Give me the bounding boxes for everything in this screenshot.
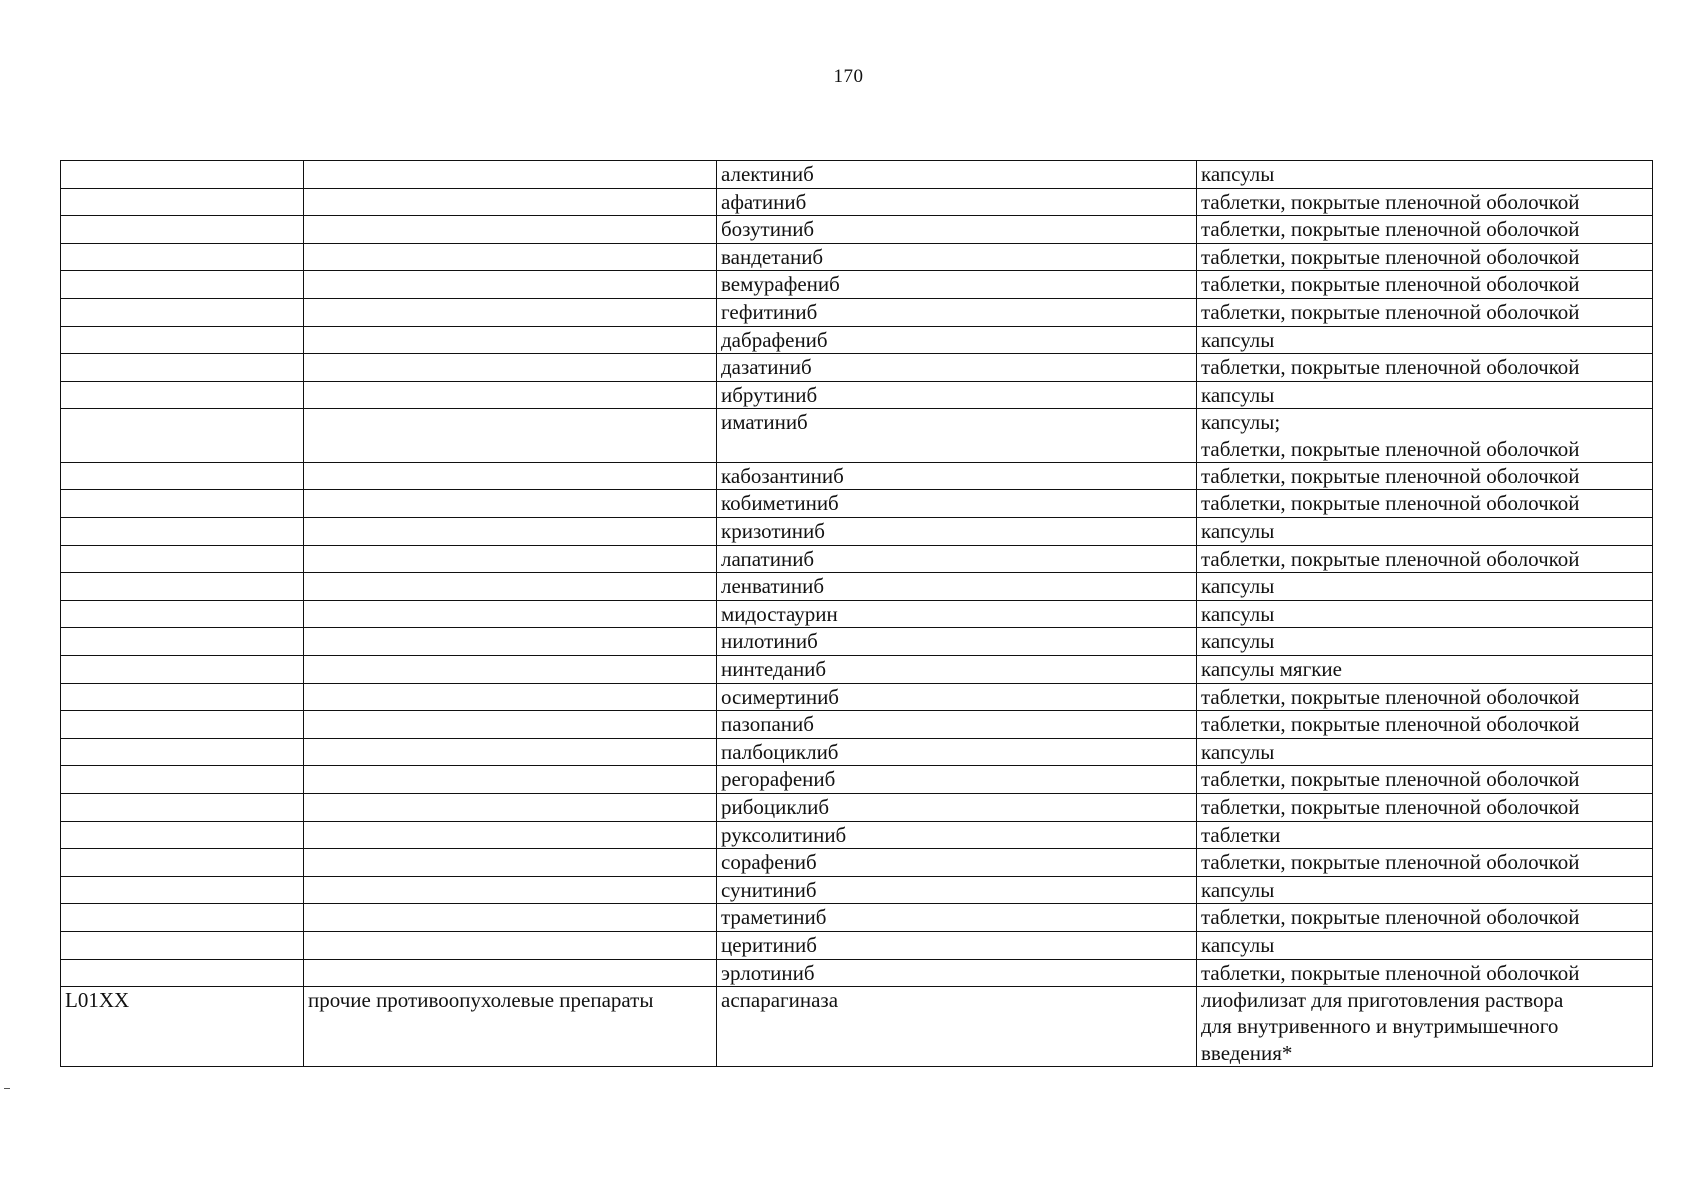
table-row bbox=[61, 821, 1653, 849]
drug-table bbox=[60, 160, 1653, 1067]
group-cell bbox=[304, 545, 717, 573]
table-row bbox=[61, 216, 1653, 244]
code-cell bbox=[61, 271, 304, 299]
group-cell bbox=[304, 766, 717, 794]
dosage-form-line: таблетки, покрытые пленочной оболочкой bbox=[1201, 684, 1580, 709]
dosage-form-cell bbox=[1197, 326, 1653, 354]
group-cell bbox=[304, 462, 717, 490]
dosage-form-line: капсулы bbox=[1201, 877, 1275, 902]
group-cell bbox=[304, 876, 717, 904]
code-cell bbox=[61, 573, 304, 601]
drug-name-cell: нинтеданиб bbox=[717, 656, 1197, 684]
code-cell bbox=[61, 711, 304, 739]
group-cell bbox=[304, 216, 717, 244]
code-cell bbox=[61, 793, 304, 821]
dosage-form-cell bbox=[1197, 462, 1653, 490]
dosage-form-line: капсулы bbox=[1201, 162, 1275, 186]
drug-name-cell: ленватиниб bbox=[717, 573, 1197, 601]
table-row bbox=[61, 573, 1653, 601]
dosage-form-line: таблетки, покрытые пленочной оболочкой bbox=[1201, 794, 1580, 819]
dosage-form-cell bbox=[1197, 518, 1653, 546]
dosage-form-line: таблетки, покрытые пленочной оболочкой bbox=[1201, 217, 1580, 242]
code-cell bbox=[61, 381, 304, 409]
drug-name-cell: мидостаурин bbox=[717, 600, 1197, 628]
group-cell bbox=[304, 381, 717, 409]
dosage-form-cell bbox=[1197, 821, 1653, 849]
table-body bbox=[61, 161, 1653, 1067]
group-cell bbox=[304, 683, 717, 711]
drug-name-cell: гефитиниб bbox=[717, 298, 1197, 326]
dosage-form-line: капсулы bbox=[1201, 629, 1275, 654]
group-cell bbox=[304, 628, 717, 656]
table-row bbox=[61, 793, 1653, 821]
dosage-form-line: таблетки, покрытые пленочной оболочкой bbox=[1201, 299, 1580, 324]
table-row bbox=[61, 161, 1653, 189]
page-number: 170 bbox=[833, 66, 864, 87]
table-row bbox=[61, 518, 1653, 546]
code-cell bbox=[61, 354, 304, 382]
code-cell bbox=[61, 518, 304, 546]
code-cell: L01XX bbox=[61, 987, 304, 1067]
group-cell bbox=[304, 600, 717, 628]
dosage-form-line: капсулы bbox=[1201, 601, 1275, 626]
dosage-form-cell bbox=[1197, 656, 1653, 684]
code-cell bbox=[61, 683, 304, 711]
code-cell bbox=[61, 216, 304, 244]
dosage-form-cell bbox=[1197, 161, 1653, 189]
drug-name-cell: вемурафениб bbox=[717, 271, 1197, 299]
dosage-form-cell bbox=[1197, 600, 1653, 628]
code-cell bbox=[61, 298, 304, 326]
code-cell bbox=[61, 462, 304, 490]
drug-name-cell: осимертиниб bbox=[717, 683, 1197, 711]
drug-name-cell: регорафениб bbox=[717, 766, 1197, 794]
drug-name-cell: палбоциклиб bbox=[717, 738, 1197, 766]
dosage-form-cell bbox=[1197, 931, 1653, 959]
dosage-form-cell bbox=[1197, 243, 1653, 271]
group-cell bbox=[304, 904, 717, 932]
dosage-form-cell bbox=[1197, 216, 1653, 244]
drug-name-cell: ибрутиниб bbox=[717, 381, 1197, 409]
group-cell bbox=[304, 793, 717, 821]
table-row bbox=[61, 409, 1653, 463]
dosage-form-line: таблетки, покрытые пленочной оболочкой bbox=[1201, 905, 1580, 930]
dosage-form-line: таблетки bbox=[1201, 822, 1281, 847]
dosage-form-cell bbox=[1197, 409, 1653, 463]
dosage-form-cell bbox=[1197, 793, 1653, 821]
dosage-form-line: для внутривенного и внутримышечного bbox=[1201, 1014, 1559, 1039]
drug-name-cell: дабрафениб bbox=[717, 326, 1197, 354]
dosage-form-line: таблетки, покрытые пленочной оболочкой bbox=[1201, 712, 1580, 737]
drug-name-cell: кобиметиниб bbox=[717, 490, 1197, 518]
group-cell bbox=[304, 243, 717, 271]
group-cell bbox=[304, 326, 717, 354]
table-row bbox=[61, 188, 1653, 216]
group-cell bbox=[304, 518, 717, 546]
table-row bbox=[61, 876, 1653, 904]
margin-mark bbox=[4, 1088, 10, 1089]
table-row bbox=[61, 904, 1653, 932]
dosage-form-line: таблетки, покрытые пленочной оболочкой bbox=[1201, 436, 1580, 461]
dosage-form-cell bbox=[1197, 959, 1653, 987]
table-row bbox=[61, 849, 1653, 877]
dosage-form-line: таблетки, покрытые пленочной оболочкой bbox=[1201, 850, 1580, 875]
table-row bbox=[61, 656, 1653, 684]
dosage-form-line: капсулы; bbox=[1201, 410, 1281, 435]
code-cell bbox=[61, 409, 304, 463]
dosage-form-cell bbox=[1197, 354, 1653, 382]
group-cell bbox=[304, 656, 717, 684]
dosage-form-line: таблетки, покрытые пленочной оболочкой bbox=[1201, 355, 1580, 380]
dosage-form-line: таблетки, покрытые пленочной оболочкой bbox=[1201, 189, 1580, 214]
dosage-form-cell bbox=[1197, 738, 1653, 766]
dosage-form-cell bbox=[1197, 849, 1653, 877]
table-row bbox=[61, 354, 1653, 382]
dosage-form-cell bbox=[1197, 573, 1653, 601]
drug-name-cell: сорафениб bbox=[717, 849, 1197, 877]
dosage-form-cell bbox=[1197, 876, 1653, 904]
dosage-form-cell bbox=[1197, 904, 1653, 932]
drug-name-cell: лапатиниб bbox=[717, 545, 1197, 573]
dosage-form-line: капсулы bbox=[1201, 739, 1275, 764]
table-row bbox=[61, 987, 1653, 1067]
group-cell bbox=[304, 959, 717, 987]
drug-name-cell: дазатиниб bbox=[717, 354, 1197, 382]
table-row bbox=[61, 738, 1653, 766]
table-row bbox=[61, 326, 1653, 354]
group-cell bbox=[304, 490, 717, 518]
dosage-form-cell bbox=[1197, 490, 1653, 518]
drug-name-cell: кабозантиниб bbox=[717, 462, 1197, 490]
table-row bbox=[61, 959, 1653, 987]
code-cell bbox=[61, 600, 304, 628]
table-row bbox=[61, 545, 1653, 573]
code-cell bbox=[61, 931, 304, 959]
dosage-form-cell bbox=[1197, 381, 1653, 409]
code-cell bbox=[61, 849, 304, 877]
dosage-form-cell bbox=[1197, 987, 1653, 1067]
dosage-form-cell bbox=[1197, 271, 1653, 299]
table-row bbox=[61, 462, 1653, 490]
dosage-form-cell bbox=[1197, 766, 1653, 794]
code-cell bbox=[61, 628, 304, 656]
dosage-form-line: таблетки, покрытые пленочной оболочкой bbox=[1201, 272, 1580, 297]
drug-name-cell: рибоциклиб bbox=[717, 793, 1197, 821]
dosage-form-line: капсулы bbox=[1201, 574, 1275, 599]
dosage-form-cell bbox=[1197, 683, 1653, 711]
group-cell bbox=[304, 821, 717, 849]
table-row bbox=[61, 683, 1653, 711]
group-cell: прочие противоопухолевые препараты bbox=[304, 987, 717, 1067]
group-cell bbox=[304, 573, 717, 601]
table-row bbox=[61, 271, 1653, 299]
code-cell bbox=[61, 243, 304, 271]
drug-name-cell: алектиниб bbox=[717, 161, 1197, 189]
group-cell bbox=[304, 409, 717, 463]
dosage-form-line: капсулы bbox=[1201, 382, 1275, 407]
code-cell bbox=[61, 904, 304, 932]
table-row bbox=[61, 490, 1653, 518]
group-cell bbox=[304, 161, 717, 189]
group-cell bbox=[304, 271, 717, 299]
dosage-form-line: лиофилизат для приготовления раствора bbox=[1201, 988, 1564, 1013]
code-cell bbox=[61, 959, 304, 987]
dosage-form-line: таблетки, покрытые пленочной оболочкой bbox=[1201, 767, 1580, 792]
drug-name-cell: вандетаниб bbox=[717, 243, 1197, 271]
table-row bbox=[61, 931, 1653, 959]
table-row bbox=[61, 243, 1653, 271]
code-cell bbox=[61, 326, 304, 354]
group-cell bbox=[304, 354, 717, 382]
drug-name-cell: пазопаниб bbox=[717, 711, 1197, 739]
code-cell bbox=[61, 738, 304, 766]
drug-name-cell: руксолитиниб bbox=[717, 821, 1197, 849]
table-row bbox=[61, 711, 1653, 739]
dosage-form-line: таблетки, покрытые пленочной оболочкой bbox=[1201, 546, 1580, 571]
dosage-form-line: таблетки, покрытые пленочной оболочкой bbox=[1201, 244, 1580, 269]
drug-name-cell: траметиниб bbox=[717, 904, 1197, 932]
code-cell bbox=[61, 766, 304, 794]
dosage-form-cell bbox=[1197, 545, 1653, 573]
group-cell bbox=[304, 931, 717, 959]
drug-name-cell: иматиниб bbox=[717, 409, 1197, 463]
code-cell bbox=[61, 821, 304, 849]
dosage-form-line: введения* bbox=[1201, 1040, 1293, 1065]
dosage-form-line: капсулы bbox=[1201, 932, 1275, 957]
table-row bbox=[61, 298, 1653, 326]
dosage-form-line: таблетки, покрытые пленочной оболочкой bbox=[1201, 463, 1580, 488]
drug-name-cell: бозутиниб bbox=[717, 216, 1197, 244]
code-cell bbox=[61, 188, 304, 216]
dosage-form-line: таблетки, покрытые пленочной оболочкой bbox=[1201, 960, 1580, 985]
code-cell bbox=[61, 876, 304, 904]
dosage-form-cell bbox=[1197, 711, 1653, 739]
drug-name-cell: аспарагиназа bbox=[717, 987, 1197, 1067]
table-row bbox=[61, 766, 1653, 794]
group-cell bbox=[304, 738, 717, 766]
dosage-form-line: капсулы мягкие bbox=[1201, 657, 1342, 681]
dosage-form-cell bbox=[1197, 628, 1653, 656]
drug-name-cell: афатиниб bbox=[717, 188, 1197, 216]
drug-name-cell: эрлотиниб bbox=[717, 959, 1197, 987]
dosage-form-line: капсулы bbox=[1201, 519, 1275, 544]
code-cell bbox=[61, 161, 304, 189]
group-cell bbox=[304, 188, 717, 216]
drug-name-cell: церитиниб bbox=[717, 931, 1197, 959]
code-cell bbox=[61, 656, 304, 684]
dosage-form-cell bbox=[1197, 298, 1653, 326]
drug-name-cell: сунитиниб bbox=[717, 876, 1197, 904]
group-cell bbox=[304, 298, 717, 326]
drug-name-cell: нилотиниб bbox=[717, 628, 1197, 656]
table-row bbox=[61, 381, 1653, 409]
drug-name-cell: кризотиниб bbox=[717, 518, 1197, 546]
table-row bbox=[61, 600, 1653, 628]
table-row bbox=[61, 628, 1653, 656]
group-cell bbox=[304, 711, 717, 739]
group-cell bbox=[304, 849, 717, 877]
dosage-form-line: таблетки, покрытые пленочной оболочкой bbox=[1201, 491, 1580, 516]
code-cell bbox=[61, 545, 304, 573]
dosage-form-cell bbox=[1197, 188, 1653, 216]
code-cell bbox=[61, 490, 304, 518]
dosage-form-line: капсулы bbox=[1201, 327, 1275, 352]
